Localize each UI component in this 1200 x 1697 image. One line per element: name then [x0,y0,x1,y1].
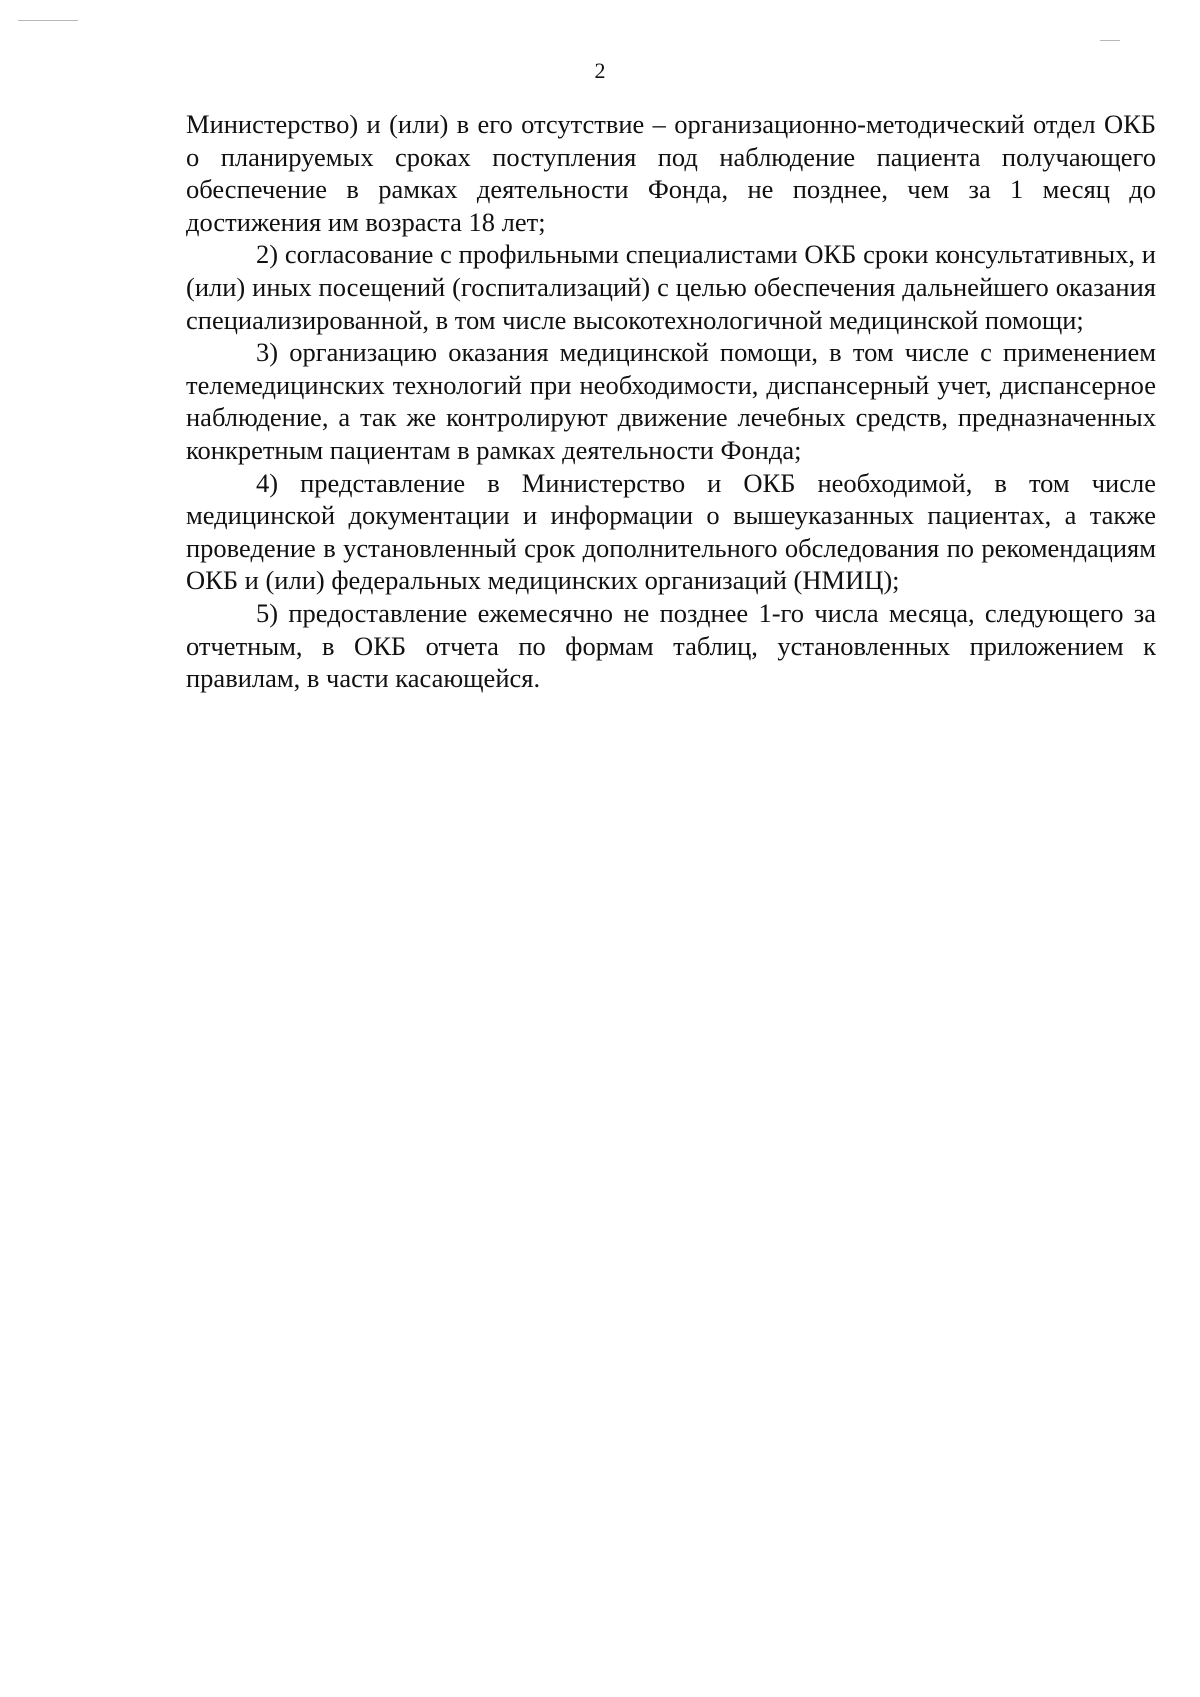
paragraph-item-2: 2) согласование с профильными специалистами ОКБ сроки консультативных, и (или) иных посещений (госпитализаций) с целью обеспечения дальнейшего оказания специализированной, в том числе высокотехнологичной медицинской помощи; [186,239,1156,335]
paragraph-item-5: 5) предоставление ежемесячно не позднее 1-го числа месяца, следующего за отчетным, в ОКБ отчета по формам таблиц, установленных приложением к правилам, в части касающейся. [186,597,1156,694]
paragraph-item-4: 4) представление в Министерство и ОКБ необходимой, в том числе медицинской документации и информации о вышеуказанных пациентах, а также проведение в установленный срок дополнительного обследования по рекомендациям ОКБ и (или) федеральных медицинских организаций (НМИЦ); [186,467,1156,596]
scan-mark-left [18,20,78,21]
scan-mark-right [1100,40,1120,41]
paragraph-item-3: 3) организацию оказания медицинской помощи, в том числе с применением телемедицинских технологий при необходимости, диспансерный учет, диспансерное наблюдение, а так же контролируют движение лечебных средств, предназначенных конкретным пациентам в рамках деятельности Фонда; [186,337,1156,465]
page-number: 2 [594,58,606,83]
paragraph-continuation: Министерство) и (или) в его отсутствие – организационно-методический отдел ОКБ о планируемых сроках поступления под наблюдение пациента получающего обеспечение в рамках деятельности Фонда, не позднее, чем за 1 месяц до достижения им возраста 18 лет; [186,109,1156,237]
document-body [186,108,1156,695]
